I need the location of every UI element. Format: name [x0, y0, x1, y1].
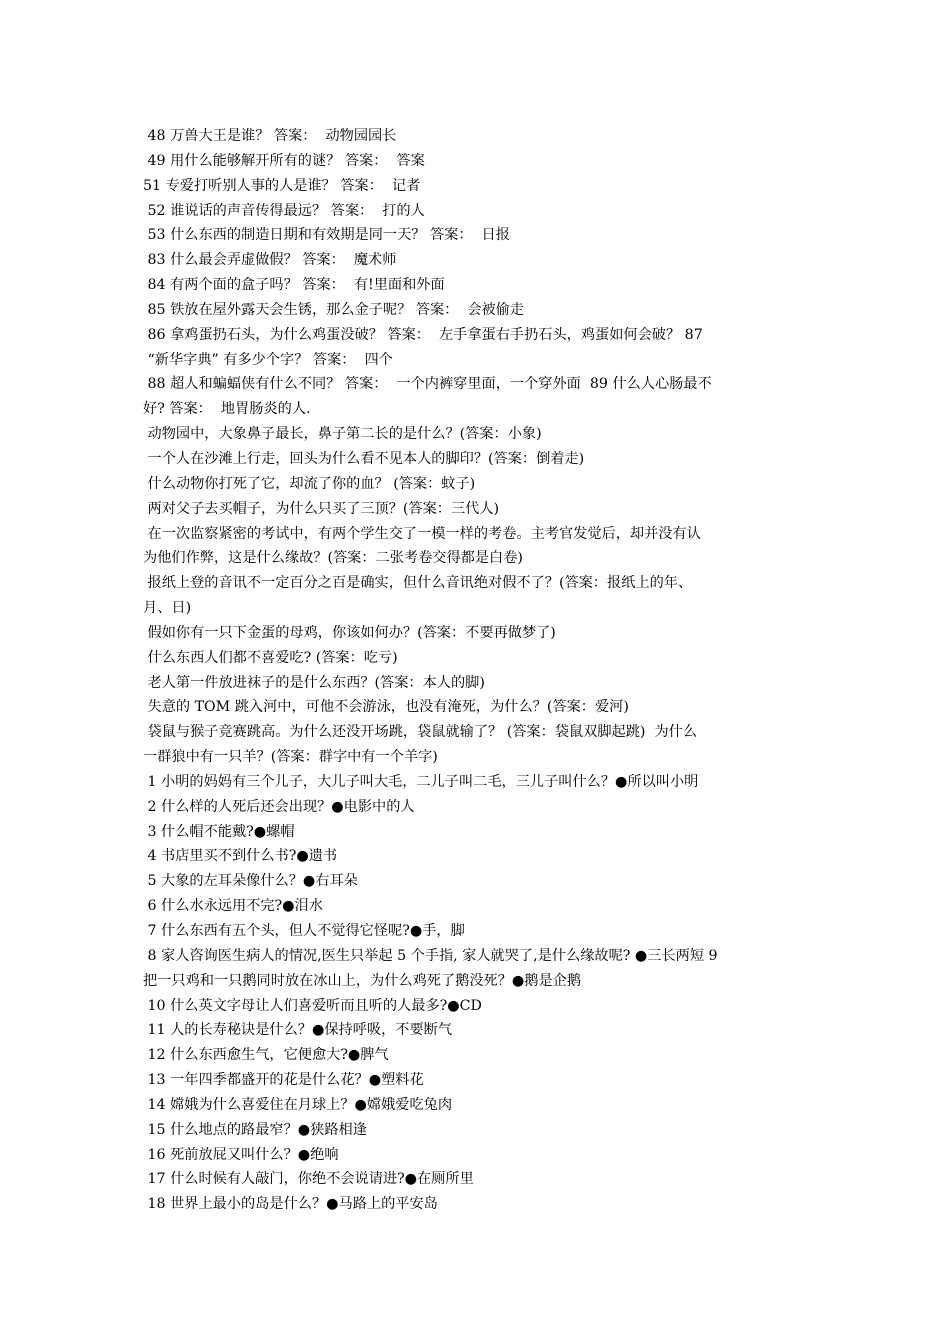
text-line: 13 一年四季都盛开的花是什么花？●塑料花	[143, 1072, 424, 1089]
document-page	[143, 124, 813, 1217]
text-line: 报纸上登的音讯不一定百分之百是确实，但什么音讯绝对假不了？(答案：报纸上的年、	[143, 575, 693, 592]
text-line: 2 什么样的人死后还会出现？●电影中的人	[143, 798, 415, 815]
text-line: 什么动物你打死了它，却流了你的血？ (答案：蚊子)	[143, 475, 476, 492]
text-line: 失意的 TOM 跳入河中，可他不会游泳，也没有淹死，为什么？(答案：爱河)	[143, 699, 629, 716]
text-line: 11 人的长寿秘诀是什么？●保持呼吸，不要断气	[143, 1022, 453, 1039]
text-line: 85 铁放在屋外露天会生锈，那么金子呢？ 答案： 会被偷走	[143, 301, 525, 318]
text-line: 老人第一件放进袜子的是什么东西？(答案：本人的脚)	[143, 674, 485, 691]
text-line: 6 什么水永远用不完?●泪水	[143, 898, 323, 915]
text-line: 把一只鸡和一只鹅同时放在冰山上，为什么鸡死了鹅没死？●鹅是企鹅	[143, 972, 582, 989]
text-line: 3 什么帽不能戴?●螺帽	[143, 823, 295, 840]
text-line: 51 专爱打听别人事的人是谁？ 答案： 记者	[143, 177, 421, 194]
text-line: 88 超人和蝙蝠侠有什么不同？ 答案： 一个内裤穿里面，一个穿外面 89 什么人心肠最不	[143, 376, 712, 393]
text-line: 53 什么东西的制造日期和有效期是同一天？ 答案： 日报	[143, 227, 510, 244]
text-line: 18 世界上最小的岛是什么？●马路上的平安岛	[143, 1196, 438, 1213]
text-line: 一个人在沙滩上行走，回头为什么看不见本人的脚印？(答案：倒着走)	[143, 450, 585, 467]
text-line: 49 用什么能够解开所有的谜？ 答案： 答案	[143, 152, 425, 169]
text-line: 假如你有一只下金蛋的母鸡，你该如何办？(答案：不要再做梦了)	[143, 624, 556, 641]
text-line: 14 嫦娥为什么喜爱住在月球上？●嫦娥爱吃兔肉	[143, 1096, 453, 1113]
text-line: 两对父子去买帽子，为什么只买了三顶？(答案：三代人)	[143, 500, 500, 517]
text-line: 15 什么地点的路最窄？●狭路相逢	[143, 1121, 367, 1138]
text-line: 动物园中，大象鼻子最长，鼻子第二长的是什么？(答案：小象)	[143, 426, 542, 443]
text-line: 12 什么东西愈生气，它便愈大?●脾气	[143, 1047, 389, 1064]
text-line: 16 死前放屁又叫什么？●绝响	[143, 1146, 339, 1163]
text-line: 好? 答案： 地胃肠炎的人.	[143, 401, 311, 418]
text-line: 10 什么英文字母让人们喜爱听而且听的人最多?●CD	[143, 997, 482, 1014]
text-line: “新华字典” 有多少个字？ 答案： 四个	[143, 351, 393, 368]
text-line: 1 小明的妈妈有三个儿子，大儿子叫大毛，二儿子叫二毛，三儿子叫什么？●所以叫小明	[143, 773, 699, 790]
text-line: 一群狼中有一只羊？(答案：群字中有一个羊字)	[143, 749, 438, 766]
text-line: 5 大象的左耳朵像什么？●右耳朵	[143, 873, 358, 890]
text-line: 84 有两个面的盒子吗？ 答案： 有!里面和外面	[143, 277, 445, 294]
text-line: 4 书店里买不到什么书?●遗书	[143, 848, 338, 865]
text-line: 83 什么最会弄虚做假？ 答案： 魔术师	[143, 252, 397, 269]
text-line: 袋鼠与猴子竞赛跳高。为什么还没开场跳，袋鼠就输了？ (答案：袋鼠双脚起跳) 为什么	[143, 724, 698, 741]
text-line: 8 家人咨询医生病人的情况,医生只举起 5 个手指, 家人就哭了,是什么缘故呢? ●三长两短 9	[143, 947, 718, 964]
text-line: 48 万兽大王是谁？ 答案： 动物园园长	[143, 128, 397, 144]
text-line: 什么东西人们都不喜爱吃? (答案：吃亏)	[143, 649, 398, 666]
text-line: 17 什么时候有人敲门，你绝不会说请进?●在厕所里	[143, 1171, 474, 1188]
text-line: 为他们作弊，这是什么缘故？(答案：二张考卷交得都是白卷)	[143, 550, 523, 567]
text-line: 在一次监察紧密的考试中，有两个学生交了一模一样的考卷。主考官发觉后，却并没有认	[143, 525, 701, 542]
text-line: 86 拿鸡蛋扔石头，为什么鸡蛋没破？ 答案： 左手拿蛋右手扔石头，鸡蛋如何会破？ 87	[143, 326, 703, 343]
text-line: 月、日)	[143, 600, 192, 617]
text-line: 52 谁说话的声音传得最远？ 答案： 打的人	[143, 202, 425, 219]
text-line: 7 什么东西有五个头，但人不觉得它怪呢?●手，脚	[143, 923, 465, 939]
